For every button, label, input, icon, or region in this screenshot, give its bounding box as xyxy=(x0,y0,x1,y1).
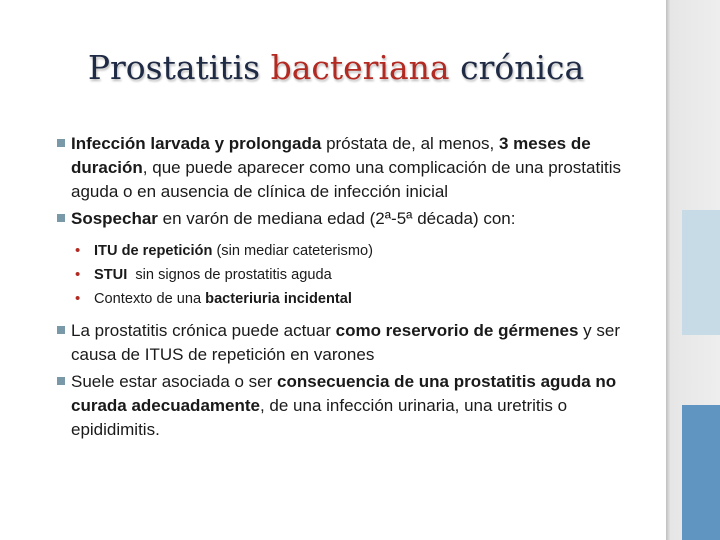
square-bullet-icon xyxy=(57,377,65,385)
round-bullet-icon: • xyxy=(75,266,81,283)
title-part-bacteriana: bacteriana xyxy=(270,48,450,87)
decorative-accent-block-light xyxy=(682,210,720,335)
sub-bullet-list xyxy=(57,239,647,311)
bullet-2-bold-1: Sospechar xyxy=(71,209,158,228)
round-bullet-icon: • xyxy=(75,290,81,307)
bullet-4-text-2: , de una infección urinaria, una uretritis o epididimitis. xyxy=(71,396,568,439)
square-bullet-icon xyxy=(57,214,65,222)
bullet-3-bold-1: como reservorio de gérmenes xyxy=(335,321,579,340)
sub-bullet-stui xyxy=(57,263,647,287)
round-bullet-icon: • xyxy=(75,242,81,259)
decorative-accent-block-dark xyxy=(682,405,720,540)
bullet-2-text-1: en varón de mediana edad (2ª-5ª década) con: xyxy=(157,209,516,228)
sub-bullet-1-bold: ITU de repetición xyxy=(94,243,213,259)
square-bullet-icon xyxy=(57,326,65,334)
sub-bullet-itu xyxy=(57,239,647,263)
bullet-1-bold-1: Infección larvada y prolongada xyxy=(71,134,322,153)
sub-bullet-1-text: (sin mediar cateterismo) xyxy=(212,243,373,259)
bullet-3-text-1: La prostatitis crónica puede actuar xyxy=(71,321,336,340)
bullet-1-bold-2: 3 meses de duración xyxy=(71,134,591,177)
sub-bullet-3-text: Contexto de una xyxy=(94,291,206,307)
bullet-1-text-1: próstata de, al menos, xyxy=(321,134,499,153)
slide-content xyxy=(57,132,647,445)
bullet-infeccion-larvada xyxy=(57,132,647,204)
bullet-4-bold-1: consecuencia de una prostatitis aguda no curada adecuadamente xyxy=(71,372,617,415)
square-bullet-icon xyxy=(57,139,65,147)
bullet-sospechar xyxy=(57,207,647,231)
title-part-prostatitis: Prostatitis xyxy=(87,48,271,87)
bullet-1-text-2: , que puede aparecer como una complicación de una prostatitis aguda o en ausencia de clínica de infección inicial xyxy=(71,158,621,201)
bullet-reservorio xyxy=(57,319,647,367)
sub-bullet-3-bold: bacteriuria incidental xyxy=(205,291,352,307)
bullet-3-text-2: y ser causa de ITUS de repetición en varones xyxy=(71,321,620,364)
slide-title xyxy=(0,44,672,92)
sub-bullet-2-bold: STUI xyxy=(94,267,128,283)
title-part-cronica: crónica xyxy=(449,48,585,87)
bullet-4-text-1: Suele estar asociada o ser xyxy=(71,372,278,391)
sub-bullet-2-text: sin signos de prostatitis aguda xyxy=(127,267,332,283)
sub-bullet-contexto xyxy=(57,287,647,311)
bullet-asociada xyxy=(57,370,647,442)
